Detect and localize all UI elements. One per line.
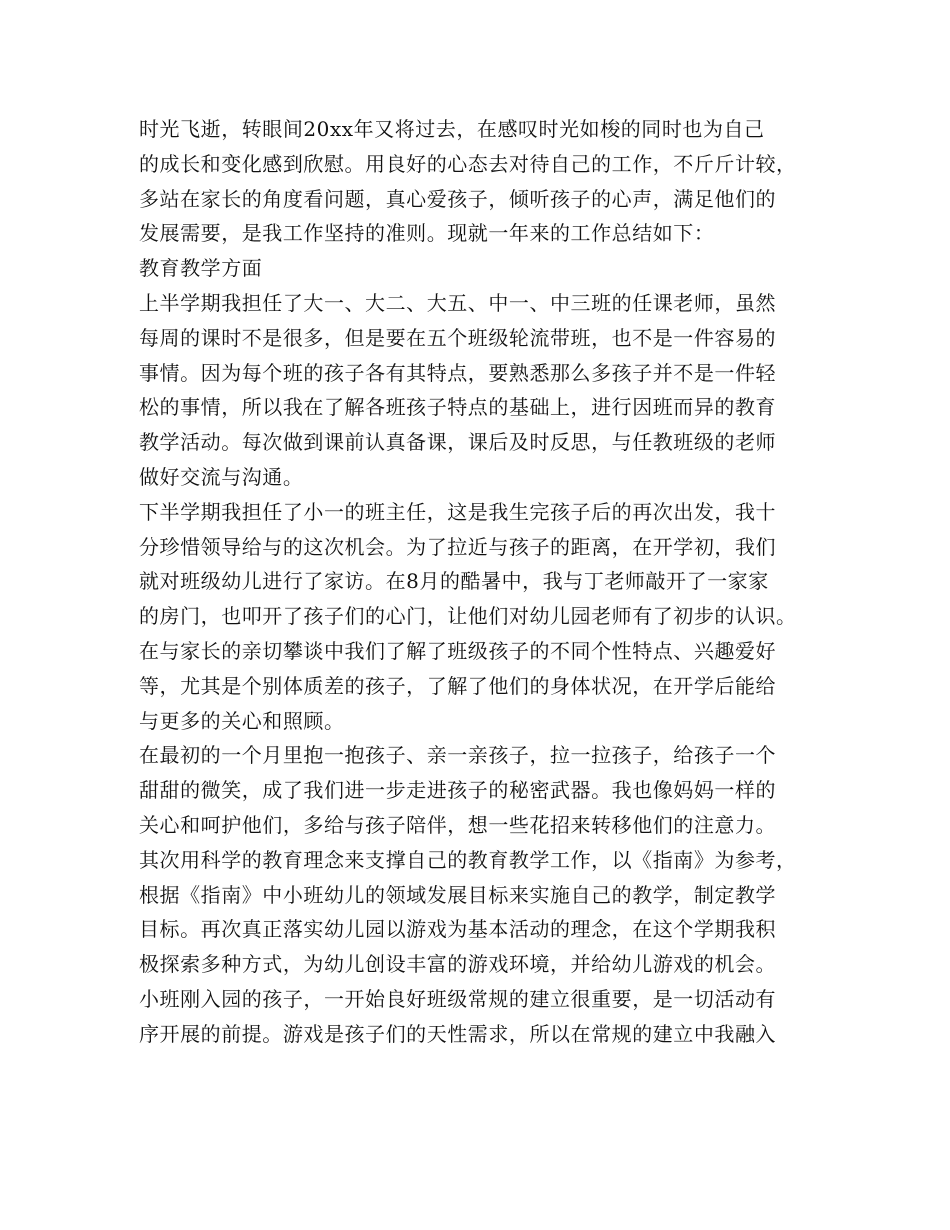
paragraph-line: 时光飞逝，转眼间20xx年又将过去，在感叹时光如梭的同时也为自己: [139, 117, 765, 141]
paragraph-line: 目标。再次真正落实幼儿园以游戏为基本活动的理念，在这个学期我积: [139, 917, 777, 942]
paragraph-line: 小班刚入园的孩子，一开始良好班级常规的建立很重要，是一切活动有: [139, 986, 777, 1011]
paragraph-line: 多站在家长的角度看问题，真心爱孩子，倾听孩子的心声，满足他们的: [139, 186, 777, 211]
section-heading: 教育教学方面: [139, 256, 263, 281]
paragraph-line: 松的事情，所以我在了解各班孩子特点的基础上，进行因班而异的教育: [139, 395, 777, 420]
paragraph-line: 关心和呵护他们，多给与孩子陪伴，想一些花招来转移他们的注意力。: [139, 812, 777, 837]
paragraph-line: 发展需要，是我工作坚持的准则。现就一年来的工作总结如下：: [139, 221, 715, 246]
paragraph-line: 就对班级幼儿进行了家访。在8月的酷暑中，我与丁老师敲开了一家家: [139, 569, 769, 594]
paragraph-line: 做好交流与沟通。: [139, 464, 304, 489]
paragraph-line: 每周的课时不是很多，但是要在五个班级轮流带班，也不是一件容易的: [139, 325, 777, 350]
paragraph-line: 分珍惜领导给与的这次机会。为了拉近与孩子的距离，在开学初，我们: [139, 534, 777, 559]
paragraph-line: 在最初的一个月里抱一抱孩子、亲一亲孩子，拉一拉孩子，给孩子一个: [139, 743, 777, 768]
paragraph-line: 的成长和变化感到欣慰。用良好的心态去对待自己的工作，不斤斤计较，: [139, 151, 797, 176]
document-body: [139, 112, 819, 1052]
paragraph-line: 序开展的前提。游戏是孩子们的天性需求，所以在常规的建立中我融入: [139, 1021, 777, 1046]
paragraph-line: 极探索多种方式，为幼儿创设丰富的游戏环境，并给幼儿游戏的机会。: [139, 952, 777, 977]
paragraph-line: 事情。因为每个班的孩子各有其特点，要熟悉那么多孩子并不是一件轻: [139, 360, 777, 385]
paragraph-line: 甜甜的微笑，成了我们进一步走进孩子的秘密武器。我也像妈妈一样的: [139, 778, 777, 803]
paragraph-line: 在与家长的亲切攀谈中我们了解了班级孩子的不同个性特点、兴趣爱好: [139, 638, 777, 663]
paragraph-line: 根据《指南》中小班幼儿的领域发展目标来实施自己的教学，制定教学: [139, 882, 777, 907]
paragraph-line: 其次用科学的教育理念来支撑自己的教育教学工作，以《指南》为参考，: [139, 847, 797, 872]
paragraph-line: 与更多的关心和照顾。: [139, 708, 345, 733]
paragraph-line: 下半学期我担任了小一的班主任，这是我生完孩子后的再次出发，我十: [139, 499, 777, 524]
paragraph-line: 的房门，也叩开了孩子们的心门，让他们对幼儿园老师有了初步的认识。: [139, 604, 797, 629]
paragraph-line: 教学活动。每次做到课前认真备课，课后及时反思，与任教班级的老师: [139, 430, 777, 455]
paragraph-line: 上半学期我担任了大一、大二、大五、中一、中三班的任课老师，虽然: [139, 290, 777, 315]
paragraph-line: 等，尤其是个别体质差的孩子，了解了他们的身体状况，在开学后能给: [139, 673, 777, 698]
